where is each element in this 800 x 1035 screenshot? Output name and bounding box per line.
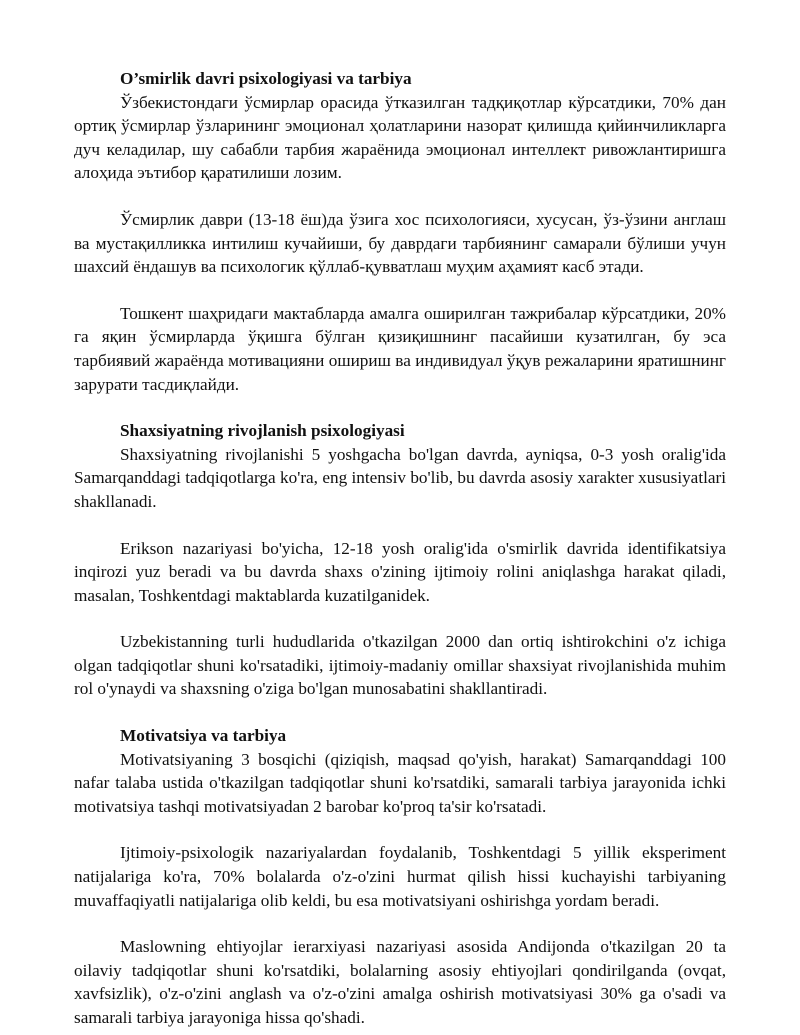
section-heading: O’smirlik davri psixologiyasi va tarbiya: [120, 69, 412, 88]
section-motivation: [74, 724, 726, 1030]
paragraph: Maslowning ehtiyojlar ierarxiyasi nazariyasi asosida Andijonda o'tkazilgan 20 ta oilaviy tadqiqotlar shuni ko'rsatdiki, bolalarning asosiy ehtiyojlari qondirilganda (ovqat, xavfsizlik), o'z-o'zini anglash va o'z-o'zini amalga oshirish motivatsiyasi 30% ga o'sadi va samarali tarbiya jarayoniga hissa qo'shadi.: [74, 937, 726, 1027]
paragraph: Uzbekistanning turli hududlarida o'tkazilgan 2000 dan ortiq ishtirokchini o'z ichiga olgan tadqiqotlar shuni ko'rsatadiki, ijtimoiy-madaniy omillar shaxsiyat rivojlanishida muhim rol o'ynaydi va shaxsning o'ziga bo'lgan munosabatini shakllantiradi.: [74, 632, 726, 699]
paragraph: Erikson nazariyasi bo'yicha, 12-18 yosh oralig'ida o'smirlik davrida identifikatsiya inqirozi yuz beradi va bu davrda shaxs o'zining ijtimoiy rolini aniqlashga harakat qiladi, masalan, Toshkentdagi maktablarda kuzatilganidek.: [74, 538, 726, 605]
paragraph: Motivatsiyaning 3 bosqichi (qiziqish, maqsad qo'yish, harakat) Samarqanddagi 100 nafar talaba ustida o'tkazilgan tadqiqotlar shuni ko'rsatdiki, samarali tarbiya jarayonida ichki motivatsiya tashqi motivatsiyadan 2 barobar ko'proq ta'sir ko'rsatadi.: [74, 749, 726, 816]
section-personality: [74, 419, 726, 701]
section-heading: Motivatsiya va tarbiya: [120, 726, 287, 746]
paragraph: Ijtimoiy-psixologik nazariyalardan foydalanib, Toshkentdagi 5 yillik eksperiment natijalariga ko'ra, 70% bolalarda o'z-o'zini hurmat qilish hissi kuchayishi tarbiyaning muvaffaqiyatli natijalariga olib keldi, bu esa motivatsiyani oshirishga yordam beradi.: [74, 843, 726, 910]
section-heading: Shaxsiyatning rivojlanish psixologiyasi: [120, 421, 405, 441]
paragraph: Ўсмирлик даври (13-18 ёш)да ўзига хос психологияси, хусусан, ўз-ўзини англаш ва мустақилликка интилиш кучайиши, бу даврдаги тарбиянинг самарали бўлиши учун шахсий ёндашув ва психологик қўллаб-қувватлаш муҳим аҳамият касб этади.: [74, 209, 726, 277]
paragraph: Shaxsiyatning rivojlanishi 5 yoshgacha bo'lgan davrda, ayniqsa, 0-3 yosh oralig'ida Samarqanddagi tadqiqotlarga ko'ra, eng intensiv bo'lib, bu davrda asosiy xarakter xususiyatlari shakllanadi.: [74, 444, 726, 511]
paragraph: Ўзбекистондаги ўсмирлар орасида ўтказилган тадқиқотлар кўрсатдики, 70% дан ортиқ ўсмирлар ўзларининг эмоционал ҳолатларини назорат қилишда қийинчиликларга дуч келадилар, шу сабабли тарбия жараёнида эмоционал интеллект ривожлантиришга алоҳида эътибор қаратилиши лозим.: [74, 92, 726, 183]
document-body: [74, 67, 726, 1030]
paragraph: Тошкент шаҳридаги мактабларда амалга оширилган тажрибалар кўрсатдики, 20% га яқин ўсмирларда ўқишга бўлган қизиқишнинг пасайиши кузатилган, бу эса тарбиявий жараёнда мотивацияни ошириш ва индивидуал ўқув режаларини яратишнинг зарурати тасдиқлайди.: [74, 303, 726, 394]
section-adolescence: [74, 67, 726, 396]
